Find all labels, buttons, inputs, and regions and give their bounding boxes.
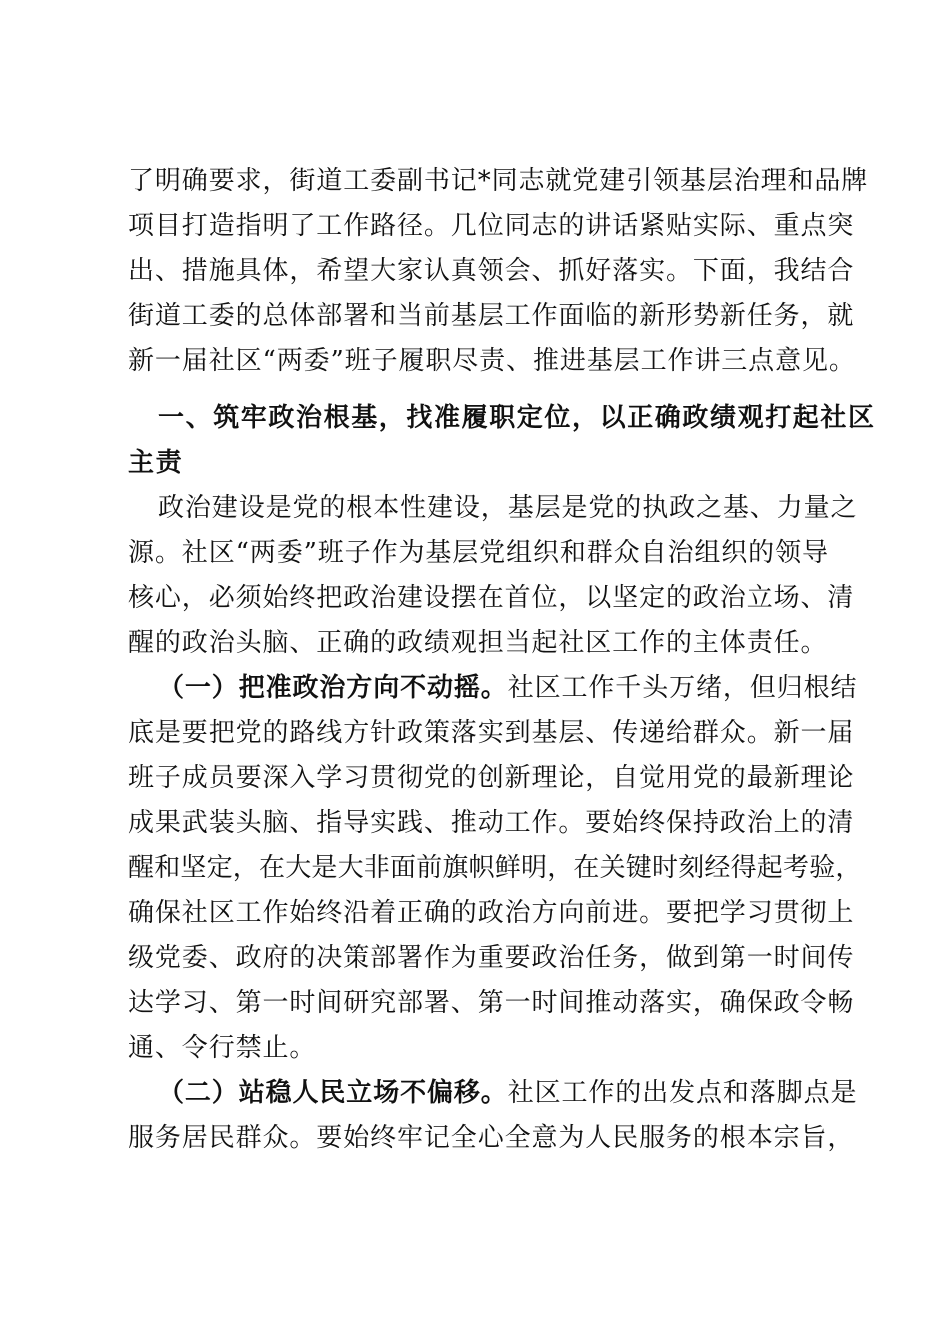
paragraph-line: 源。社区“两委”班子作为基层党组织和群众自治组织的领导 [128, 538, 829, 568]
subsection-paragraph-2 [158, 1078, 858, 1108]
section-heading-1: 一、筑牢政治根基，找准履职定位，以正确政绩观打起社区 [158, 403, 876, 433]
paragraph-line: 达学习、第一时间研究部署、第一时间推动落实，确保政令畅 [128, 988, 855, 1018]
paragraph-line: 确保社区工作始终沿着正确的政治方向前进。要把学习贯彻上 [128, 898, 855, 928]
paragraph-line: 成果武装头脑、指导实践、推动工作。要始终保持政治上的清 [128, 808, 855, 838]
paragraph-line: 出、措施具体，希望大家认真领会、抓好落实。下面，我结合 [128, 256, 855, 286]
paragraph-line: 级党委、政府的决策部署作为重要政治任务，做到第一时间传 [128, 943, 855, 973]
subheading-1: （一）把准政治方向不动摇。 [158, 673, 508, 703]
paragraph-line: 项目打造指明了工作路径。几位同志的讲话紧贴实际、重点突 [128, 211, 855, 241]
paragraph-line: 底是要把党的路线方针政策落实到基层、传递给群众。新一届 [128, 718, 855, 748]
paragraph-line: 了明确要求，街道工委副书记*同志就党建引领基层治理和品牌 [128, 166, 869, 196]
paragraph-line: 新一届社区“两委”班子履职尽责、推进基层工作讲三点意见。 [128, 346, 856, 376]
paragraph-line: 核心，必须始终把政治建设摆在首位，以坚定的政治立场、清 [128, 583, 855, 613]
paragraph-text: 社区工作的出发点和落脚点是 [507, 1078, 858, 1108]
subsection-paragraph-1 [158, 673, 858, 703]
paragraph-line: 政治建设是党的根本性建设，基层是党的执政之基、力量之 [158, 493, 858, 523]
paragraph-line: 醒和坚定，在大是大非面前旗帜鲜明，在关键时刻经得起考验， [128, 853, 862, 883]
paragraph-line: 服务居民群众。要始终牢记全心全意为人民服务的根本宗旨， [128, 1123, 855, 1153]
section-heading-1-cont: 主责 [128, 448, 184, 478]
paragraph-line: 醒的政治头脑、正确的政绩观担当起社区工作的主体责任。 [128, 628, 828, 658]
paragraph-line: 班子成员要深入学习贯彻党的创新理论，自觉用党的最新理论 [128, 763, 855, 793]
subheading-2: （二）站稳人民立场不偏移。 [158, 1078, 508, 1108]
paragraph-line: 通、令行禁止。 [128, 1033, 317, 1063]
paragraph-line: 街道工委的总体部署和当前基层工作面临的新形势新任务，就 [128, 301, 855, 331]
paragraph-text: 社区工作千头万绪，但归根结 [507, 673, 858, 703]
